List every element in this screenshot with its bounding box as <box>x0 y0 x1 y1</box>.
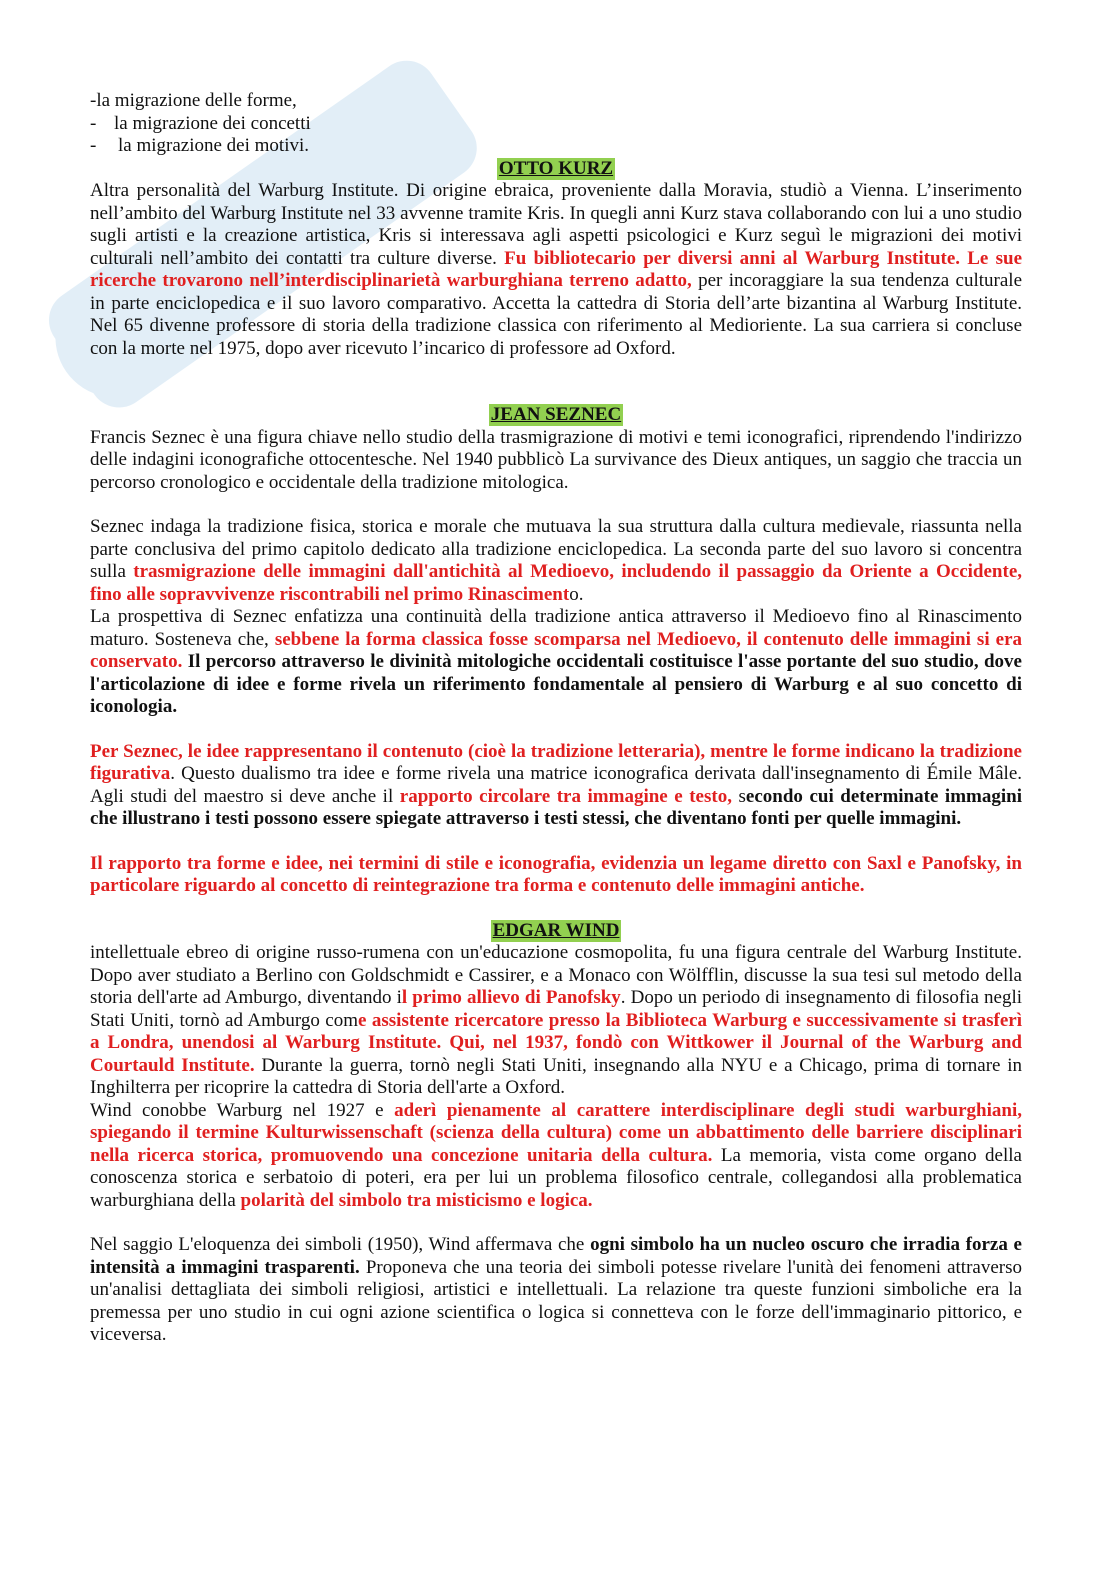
seznec-p2-text-b: o. <box>569 583 584 605</box>
intro-line-motifs-text: la migrazione dei motivi. <box>118 135 310 156</box>
seznec-paragraph-2 <box>90 516 1022 606</box>
wind-p3-bold: ogni simbolo ha un nucleo oscuro che irradia forza e intensità a immagini trasparenti. <box>90 1234 1022 1278</box>
wind-p2-text-a: Wind conobbe Warburg nel 1927 e <box>90 1099 395 1121</box>
seznec-p4-text-b: s <box>731 785 746 807</box>
seznec-p4-text-a: . Questo dualismo tra idee e forme rivela una matrice iconografica derivata dall'insegnamento di Émile Mâle. Agli studi del maestro si deve anche il <box>90 763 1022 807</box>
seznec-p4-highlight: Per Seznec, le idee rappresentano il contenuto (cioè la tradizione letteraria), mentre le forme indicano la tradizione figurativa <box>90 740 1022 784</box>
wind-p1-text-b: . Dopo un periodo di insegnamento di filosofia negli Stati Uniti, tornò ad Amburgo com <box>90 987 1023 1031</box>
intro-line-motifs <box>90 135 1022 158</box>
document-page <box>90 90 1022 1347</box>
wind-paragraph-2 <box>90 1100 1022 1213</box>
heading-wrap-kurz <box>90 158 1022 181</box>
seznec-p3-bold: Il percorso attraverso le divinità mitologiche occidentali costituisce l'asse portante del suo studio, dove l'articolazione di idee e forme rivela un riferimento fondamentale al pensiero di Warburg e al suo concetto di iconologia. <box>90 651 1022 717</box>
spacer <box>90 360 1022 404</box>
wind-paragraph-1 <box>90 942 1022 1100</box>
heading-jean-seznec: JEAN SEZNEC <box>490 404 622 425</box>
seznec-paragraph-5: Il rapporto tra forme e idee, nei termini di stile e iconografia, evidenzia un legame diretto con Saxl e Panofsky, in particolare riguardo al concetto di reintegrazione tra forma e contenuto delle immagini antiche. <box>90 852 1022 896</box>
wind-p2-highlight-2: polarità del simbolo tra misticismo e logica. <box>240 1189 593 1211</box>
wind-p2-highlight: aderì pienamente al carattere interdisciplinare degli studi warburghiani, spiegando il termine Kulturwissenschaft (scienza della cultura) come un abbattimento delle barriere disciplinari nella ricerca storica, promuovendo una concezione unitaria della cultura. <box>90 1099 1022 1166</box>
intro-line-concepts-text: la migrazione dei concetti <box>114 112 311 134</box>
wind-p1-text-a: intellettuale ebreo di origine russo-rumena con un'educazione cosmopolita, fu una figura centrale del Warburg Institute. Dopo aver studiato a Berlino con Goldschmidt e Cassirer, e a Monaco con Wölfflin, discusse la sua tesi sul metodo della storia dell'arte ad Amburgo, diventando i <box>90 942 1022 1008</box>
intro-line-forms: -la migrazione delle forme, <box>90 90 297 111</box>
spacer <box>90 494 1022 516</box>
wind-p1-highlight: l primo allievo di Panofsky <box>401 987 621 1008</box>
heading-wrap-seznec <box>90 404 1022 427</box>
heading-edgar-wind: EDGAR WIND <box>492 919 620 941</box>
wind-p1-highlight-2: e assistente ricercatore presso la Biblioteca Warburg e successivamente si trasferì a Londra, unendosi al Warburg Institute. Qui, nel 1937, fondò con Wittkower il Journal of the Warburg and Courtauld Institute. <box>90 1009 1022 1076</box>
seznec-paragraph-1: Francis Seznec è una figura chiave nello studio della trasmigrazione di motivi e temi iconografici, riprendendo l'indirizzo delle indagini iconografiche ottocentesche. Nel 1940 pubblicò La survivance des Dieux antiques, un saggio che traccia un percorso cronologico e occidentale della tradizione mitologica. <box>90 426 1022 493</box>
seznec-paragraph-4 <box>90 741 1022 831</box>
heading-wrap-wind <box>90 920 1022 943</box>
kurz-p1-highlight: Fu bibliotecario per diversi anni al Warburg Institute. Le sue ricerche trovarono nell’interdisciplinarietà warburghiana terreno adatto, <box>90 247 1022 291</box>
seznec-p4-highlight-2: rapporto circolare tra immagine e testo, <box>399 785 732 807</box>
wind-p3-text-a: Nel saggio L'eloquenza dei simboli (1950), Wind affermava che <box>90 1234 591 1255</box>
spacer <box>90 898 1022 920</box>
spacer <box>90 719 1022 741</box>
seznec-p2-text-a: Seznec indaga la tradizione fisica, storica e morale che mutuava la sua struttura dalla cultura medievale, riassunta nella parte conclusiva del primo capitolo dedicato alla tradizione enciclopedica. La seconda parte del suo lavoro si concentra sulla <box>90 516 1022 582</box>
kurz-paragraph-1 <box>90 180 1022 360</box>
spacer <box>90 831 1022 853</box>
seznec-p3-highlight: sebbene la forma classica fosse scomparsa nel Medioevo, il contenuto delle immagini si era conservato. <box>90 628 1023 672</box>
wind-p1-text-c: Durante la guerra, tornò negli Stati Uniti, insegnando alla NYU e a Chicago, prima di tornare in Inghilterra per ricoprire la cattedra di Storia dell'arte a Oxford. <box>90 1054 1022 1098</box>
dash-bullet: - <box>90 112 97 134</box>
spacer <box>90 1212 1022 1234</box>
dash-bullet: - <box>90 135 97 156</box>
seznec-p3-text-a: La prospettiva di Seznec enfatizza una continuità della tradizione antica attraverso il Medioevo fino al Rinascimento maturo. Sosteneva che, <box>90 606 1022 650</box>
wind-paragraph-3 <box>90 1234 1022 1347</box>
kurz-p1-text-b: per incoraggiare la sua tendenza culturale in parte enciclopedica e il suo lavoro comparativo. Accetta la cattedra di Storia dell’arte bizantina al Warburg Institute. Nel 65 divenne professore di storia della tradizione classica con riferimento al Medioriente. La sua carriera si concluse con la morte nel 1975, dopo aver ricevuto l’incarico di professore ad Oxford. <box>90 270 1023 359</box>
wind-p2-text-b: La memoria, vista come organo della conoscenza storica e serbatoio di poteri, era per lui un problema filosofico centrale, collegandosi alla problematica warburghiana della <box>90 1144 1022 1211</box>
seznec-paragraph-3 <box>90 606 1022 719</box>
kurz-p1-text-a: Altra personalità del Warburg Institute. Di origine ebraica, proveniente dalla Moravia, studiò a Vienna. L’inserimento nell’ambito del Warburg Institute nel 33 avvenne tramite Kris. In quegli anni Kurz stava collaborando con lui a uno studio sugli artisti e la creazione artistica, Kris si interessava agli aspetti psicologici e Kurz seguì le migrazioni dei motivi culturali nell’ambito dei contatti tra culture diverse. <box>90 180 1022 269</box>
seznec-p2-highlight: trasmigrazione delle immagini dall'antichità al Medioevo, includendo il passaggio da Oriente a Occidente, fino alle sopravvivenze riscontrabili nel primo Rinasciment <box>90 561 1023 605</box>
seznec-p4-bold: econdo cui determinate immagini che illustrano i testi possono essere spiegate attraverso i testi stessi, che diventano fonti per quelle immagini. <box>90 785 1022 829</box>
heading-otto-kurz: OTTO KURZ <box>498 157 614 179</box>
wind-p3-text-b: Proponeva che una teoria dei simboli potesse rivelare l'unità dei fenomeni attraverso un'analisi dettagliata dei simboli religiosi, artistici e intellettuali. La relazione tra queste funzioni simboliche era la premessa per uno studio in cui ogni azione scientifica o logica si connetteva con le forze dell'immaginario pittorico, e viceversa. <box>90 1256 1022 1345</box>
intro-line-concepts <box>90 113 1022 136</box>
